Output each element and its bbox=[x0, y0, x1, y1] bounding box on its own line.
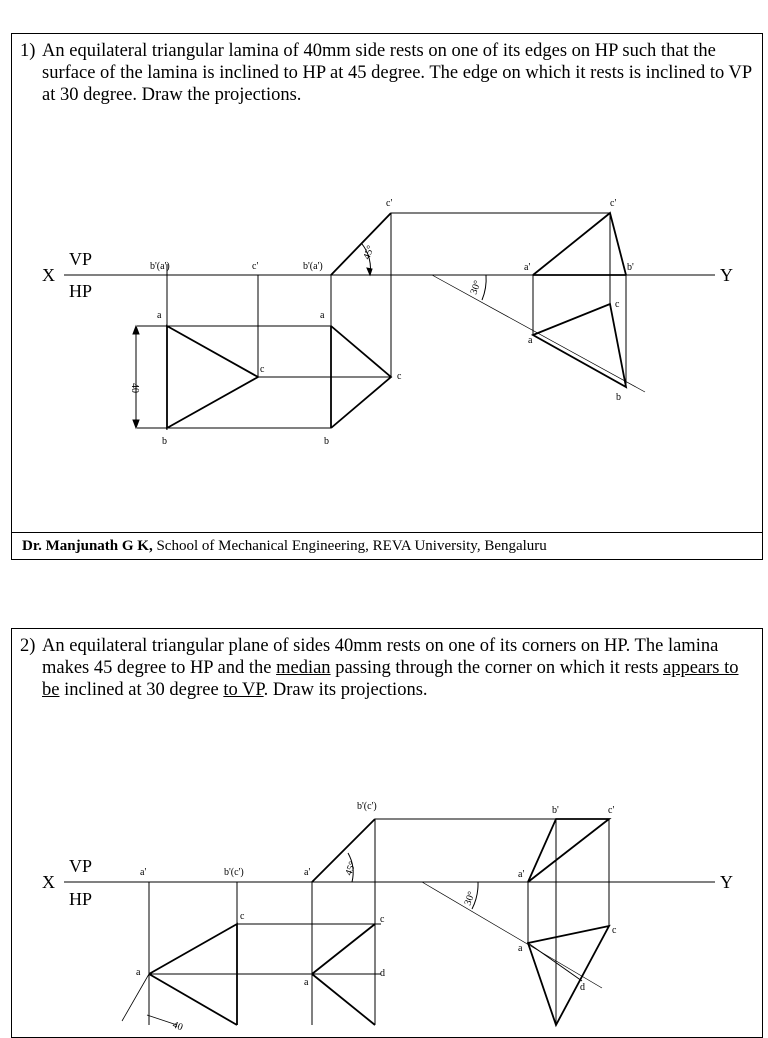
question-segment: . Draw its projections. bbox=[263, 680, 428, 700]
underlined-median: median bbox=[276, 658, 331, 678]
label-x: X bbox=[42, 872, 55, 892]
label-a-prime: a' bbox=[304, 867, 311, 878]
projection-drawing-2 bbox=[12, 629, 764, 1034]
label-b-a-prime: b'(a') bbox=[303, 261, 323, 272]
top-view-triangle-1 bbox=[167, 326, 258, 428]
question-body-1: An equilateral triangular lamina of 40mm side rests on one of its edges on HP such that the surface of the lamina is inclined to HP at 45 degree. The edge on which it rests is inclined to VP at 30 degree. Draw the projections. bbox=[42, 41, 752, 105]
label-angle-45: 45° bbox=[343, 860, 359, 878]
label-hp: HP bbox=[69, 281, 93, 301]
label-angle-30: 30° bbox=[468, 279, 484, 297]
label-d: d bbox=[380, 968, 385, 979]
final-top-view-triangle bbox=[533, 304, 626, 387]
label-a: a bbox=[528, 335, 533, 346]
question-number-2: 2) bbox=[20, 636, 36, 656]
final-top-view-triangle bbox=[528, 926, 609, 1025]
front-view-edge bbox=[331, 213, 391, 275]
label-c-prime: c' bbox=[610, 198, 617, 209]
final-front-view bbox=[533, 213, 626, 275]
label-a: a bbox=[320, 310, 325, 321]
label-c-prime: c' bbox=[608, 805, 615, 816]
problem-panel-2 bbox=[11, 628, 763, 1038]
problem-panel-1 bbox=[11, 33, 763, 560]
label-c: c bbox=[612, 925, 617, 936]
label-b-prime: b' bbox=[627, 262, 634, 273]
final-top-median bbox=[528, 943, 582, 981]
label-y: Y bbox=[720, 265, 733, 285]
label-c: c bbox=[615, 299, 620, 310]
label-b-c-prime: b'(c') bbox=[224, 867, 244, 878]
label-x: X bbox=[42, 265, 55, 285]
label-b-c-prime: b'(c') bbox=[357, 801, 377, 812]
author-name: Dr. Manjunath G K, bbox=[22, 538, 153, 554]
dimension-extension-line bbox=[122, 974, 149, 1021]
label-b-a-prime: b'(a') bbox=[150, 261, 170, 272]
label-c-prime: c' bbox=[386, 198, 393, 209]
label-a-prime: a' bbox=[140, 867, 147, 878]
label-hp: HP bbox=[69, 889, 93, 909]
final-front-view bbox=[528, 819, 609, 882]
label-a: a bbox=[136, 967, 141, 978]
underlined-to-vp: to VP bbox=[223, 680, 264, 700]
label-dimension-40: 40 bbox=[129, 383, 140, 393]
label-b-prime: b' bbox=[552, 805, 559, 816]
label-c-prime: c' bbox=[252, 261, 259, 272]
footer-credit bbox=[12, 532, 762, 561]
question-segment: inclined at 30 degree bbox=[59, 680, 224, 700]
label-a-prime: a' bbox=[518, 869, 525, 880]
label-a: a bbox=[157, 310, 162, 321]
label-y: Y bbox=[720, 872, 733, 892]
label-dimension-40: 40 bbox=[170, 1019, 185, 1034]
label-b: b bbox=[616, 392, 621, 403]
angle-arc-30 bbox=[482, 275, 486, 300]
final-front-edge bbox=[533, 213, 610, 275]
label-angle-30: 30° bbox=[462, 890, 478, 908]
label-c: c bbox=[240, 911, 245, 922]
label-c: c bbox=[397, 371, 402, 382]
question-segment: passing through the corner on which it rests bbox=[330, 658, 663, 678]
question-number-1: 1) bbox=[20, 41, 36, 61]
author-affiliation: School of Mechanical Engineering, REVA University, Bengaluru bbox=[152, 538, 547, 554]
label-vp: VP bbox=[69, 856, 93, 876]
top-view-edge bbox=[149, 974, 237, 1025]
label-a: a bbox=[304, 977, 309, 988]
label-vp: VP bbox=[69, 249, 93, 269]
label-angle-45: 45° bbox=[361, 244, 377, 262]
label-a: a bbox=[518, 943, 523, 954]
label-b: b bbox=[324, 436, 329, 447]
projection-drawing-1 bbox=[12, 34, 764, 532]
label-a-prime: a' bbox=[524, 262, 531, 273]
label-c: c bbox=[380, 914, 385, 925]
angle-arrowhead bbox=[367, 268, 372, 275]
underlined-appears: appears to be bbox=[42, 658, 739, 700]
label-b: b bbox=[162, 436, 167, 447]
inclination-line-30 bbox=[422, 882, 602, 988]
question-segment: An equilateral triangular plane of sides 40mm rests on one of its corners on HP. The lamina makes 45 degree to HP and the bbox=[42, 636, 719, 678]
label-c: c bbox=[260, 364, 265, 375]
label-d: d bbox=[580, 982, 585, 993]
